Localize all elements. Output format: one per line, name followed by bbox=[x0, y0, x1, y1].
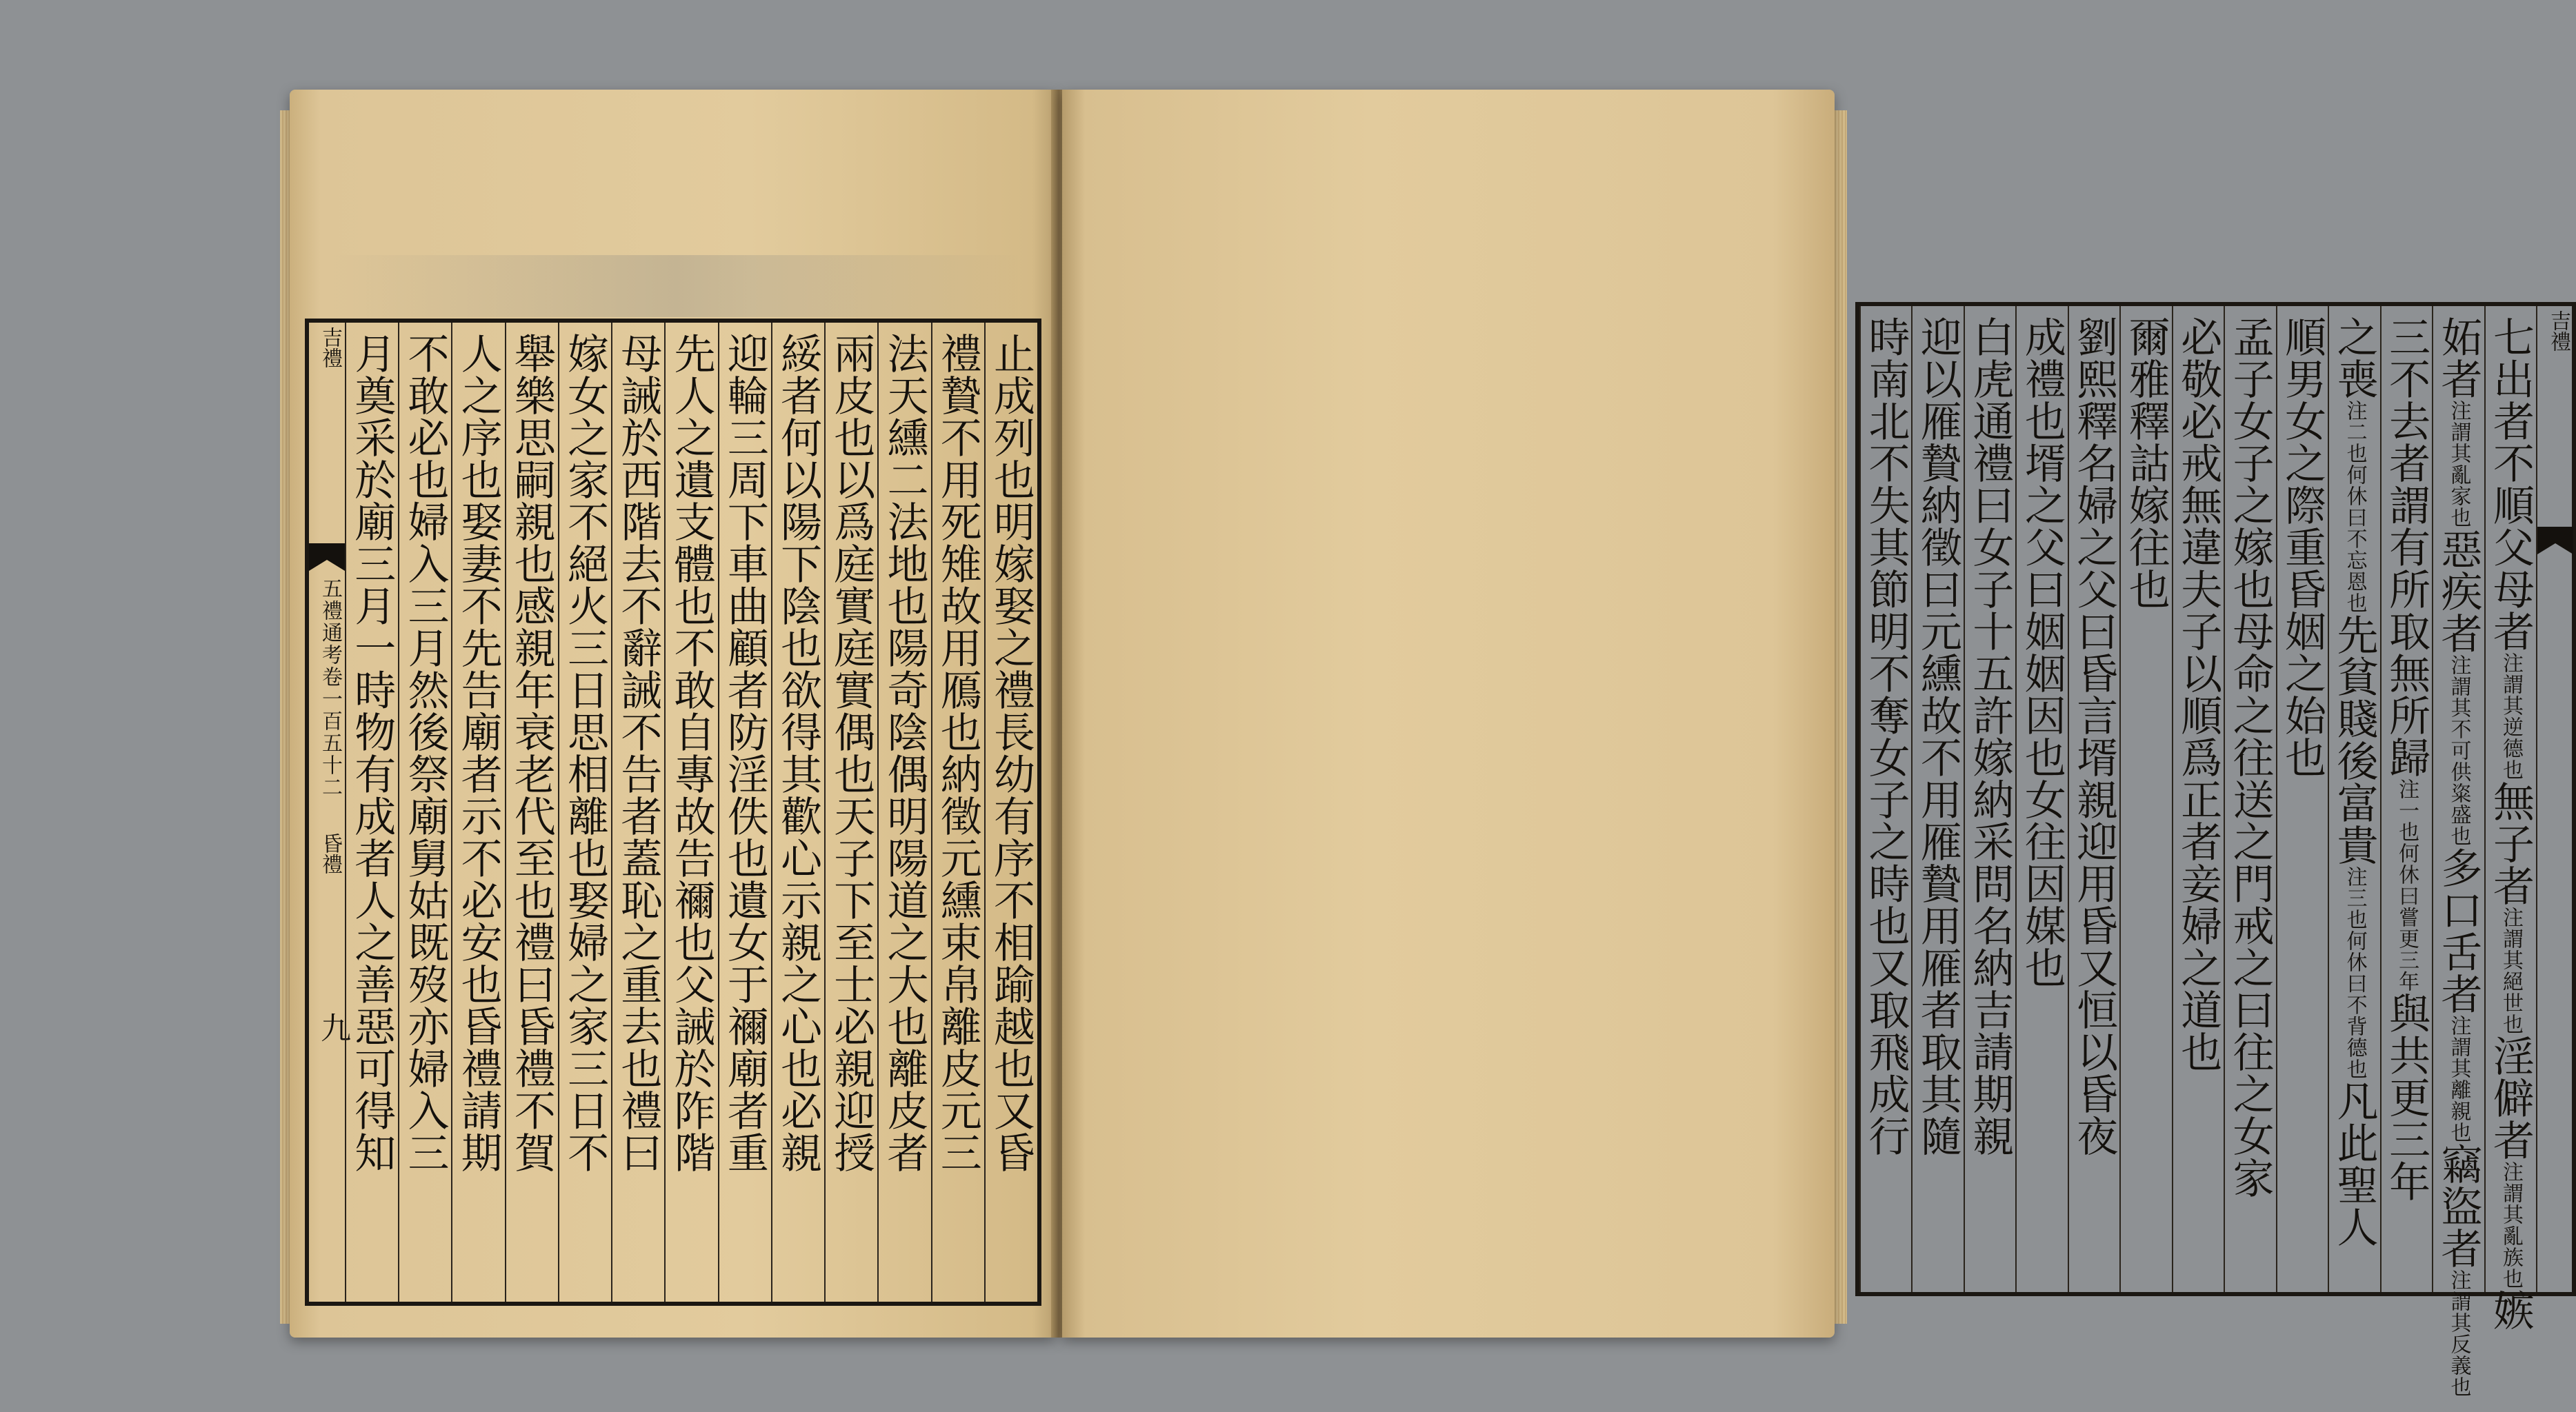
text-column: 先人之遺支體也不敢自專故告禰也父誡於阼階 bbox=[664, 323, 717, 1302]
right-fishtail-mark bbox=[2537, 527, 2573, 554]
text-segment: 之喪 bbox=[2330, 316, 2379, 400]
text-segment: 迎以雁贄納徵曰元纁故不用雁贄用雁者取其隨 bbox=[1913, 316, 1962, 1157]
text-column: 舉樂思嗣親也感親年衰老代至也禮曰昏禮不賀 bbox=[505, 323, 558, 1302]
text-column bbox=[2484, 306, 2536, 1331]
text-segment: 凡此聖人 bbox=[2330, 1080, 2379, 1248]
text-column bbox=[1859, 306, 1911, 1292]
text-column: 母誡於西階去不辭誡不告者蓋恥之重去也禮曰 bbox=[611, 323, 664, 1302]
right-page bbox=[1062, 90, 2570, 1398]
right-page-frame bbox=[1855, 302, 2576, 1398]
margin-top-label: 吉禮 bbox=[318, 327, 342, 368]
text-column: 止成列也明嫁娶之禮長幼有序不相踰越也又昏 bbox=[984, 323, 1037, 1302]
text-column bbox=[2224, 306, 2275, 1292]
annotation-note: 注三也何休曰不背德也 bbox=[2342, 866, 2367, 1080]
left-page-frame bbox=[305, 319, 1041, 1306]
text-column bbox=[2119, 306, 2171, 1292]
fishtail-mark bbox=[309, 543, 345, 571]
annotation-note: 注謂其亂族也 bbox=[2498, 1161, 2523, 1289]
text-segment: 竊盜者 bbox=[2434, 1143, 2483, 1269]
text-column: 人之序也娶妻不先告廟者示不必安也昏禮請期 bbox=[451, 323, 504, 1302]
text-segment: 必敬必戒無違夫子以順爲正者妾婦之道也 bbox=[2174, 316, 2223, 1073]
text-segment: 淫僻者 bbox=[2486, 1035, 2535, 1161]
text-column bbox=[1964, 306, 2015, 1292]
text-segment: 先貧賤後富貴 bbox=[2330, 614, 2379, 866]
text-segment: 時南北不失其節明不奪女子之時也又取飛成行 bbox=[1861, 316, 1910, 1157]
text-segment: 七出者不順父母者 bbox=[2486, 316, 2535, 652]
left-page bbox=[290, 90, 1055, 1338]
text-column: 兩皮也以爲庭實庭實偶也天子下至士必親迎授 bbox=[824, 323, 877, 1302]
margin-section: 昏禮 bbox=[318, 833, 342, 874]
right-margin-top-label: 吉禮 bbox=[2546, 310, 2570, 352]
text-column: 禮贄不用死雉故用鴈也納徵元纁束帛離皮元三 bbox=[931, 323, 984, 1302]
annotation-note: 注謂其離親也 bbox=[2446, 1015, 2471, 1143]
bleed-through-stain bbox=[331, 255, 1021, 317]
text-segment: 嫉 bbox=[2486, 1289, 2535, 1331]
text-segment: 成禮也壻之父曰姻姻因也女往因媒也 bbox=[2017, 316, 2066, 989]
page-number: 九 bbox=[315, 1012, 350, 1042]
text-segment: 順男女之際重昏姻之始也 bbox=[2278, 316, 2327, 778]
text-segment: 三不去者謂有所取無所歸 bbox=[2382, 316, 2431, 778]
text-column: 嫁女之家不絕火三日思相離也娶婦之家三日不 bbox=[558, 323, 611, 1302]
text-segment: 孟子女子之嫁也母命之往送之門戒之曰往之女家 bbox=[2226, 316, 2275, 1199]
text-segment: 無子者 bbox=[2486, 780, 2535, 907]
annotation-note: 注謂其逆德也 bbox=[2498, 652, 2523, 780]
text-column bbox=[2432, 306, 2484, 1398]
annotation-note: 注謂其絕世也 bbox=[2498, 907, 2523, 1035]
left-margin-column bbox=[309, 323, 350, 1302]
text-segment: 與共更三年 bbox=[2382, 992, 2431, 1202]
text-column bbox=[2172, 306, 2224, 1292]
text-column bbox=[2068, 306, 2119, 1292]
annotation-note: 注二也何休曰不忘恩也 bbox=[2342, 400, 2367, 614]
text-segment: 惡疾者 bbox=[2434, 528, 2483, 654]
open-book bbox=[290, 90, 2570, 1398]
text-column bbox=[2015, 306, 2067, 1292]
annotation-note: 注謂其反義也 bbox=[2446, 1269, 2471, 1398]
right-margin-column bbox=[2536, 306, 2572, 1292]
text-segment: 爾雅釋詁嫁往也 bbox=[2121, 316, 2170, 610]
text-column bbox=[2380, 306, 2432, 1292]
text-column: 綏者何以陽下陰也欲得其歡心示親之心也必親 bbox=[771, 323, 824, 1302]
text-column bbox=[2328, 306, 2379, 1292]
annotation-note: 注謂其亂家也 bbox=[2446, 400, 2471, 528]
text-column: 月奠采於廟三月一時物有成者人之善惡可得知 bbox=[345, 323, 398, 1302]
text-segment: 多口舌者 bbox=[2434, 847, 2483, 1015]
text-column bbox=[1911, 306, 1963, 1292]
text-segment: 劉熙釋名婦之父曰昏言壻親迎用昏又恒以昏夜 bbox=[2070, 316, 2119, 1157]
text-column bbox=[2276, 306, 2328, 1292]
text-column: 不敢必也婦入三月然後祭廟舅姑既歿亦婦入三 bbox=[398, 323, 451, 1302]
text-column: 法天纁二法地也陽奇陰偶明陽道之大也離皮者 bbox=[877, 323, 930, 1302]
annotation-note: 注謂其不可供粢盛也 bbox=[2446, 654, 2471, 847]
annotation-note: 注一也何休曰嘗更三年 bbox=[2395, 778, 2419, 992]
text-segment: 妬者 bbox=[2434, 316, 2483, 400]
text-column: 迎輪三周下車曲顧者防淫佚也遺女于禰廟者重 bbox=[718, 323, 771, 1302]
text-segment: 白虎通禮曰女子十五許嫁納采問名納吉請期親 bbox=[1966, 316, 2015, 1157]
margin-title: 五禮通考卷一百五十二 bbox=[318, 578, 342, 798]
